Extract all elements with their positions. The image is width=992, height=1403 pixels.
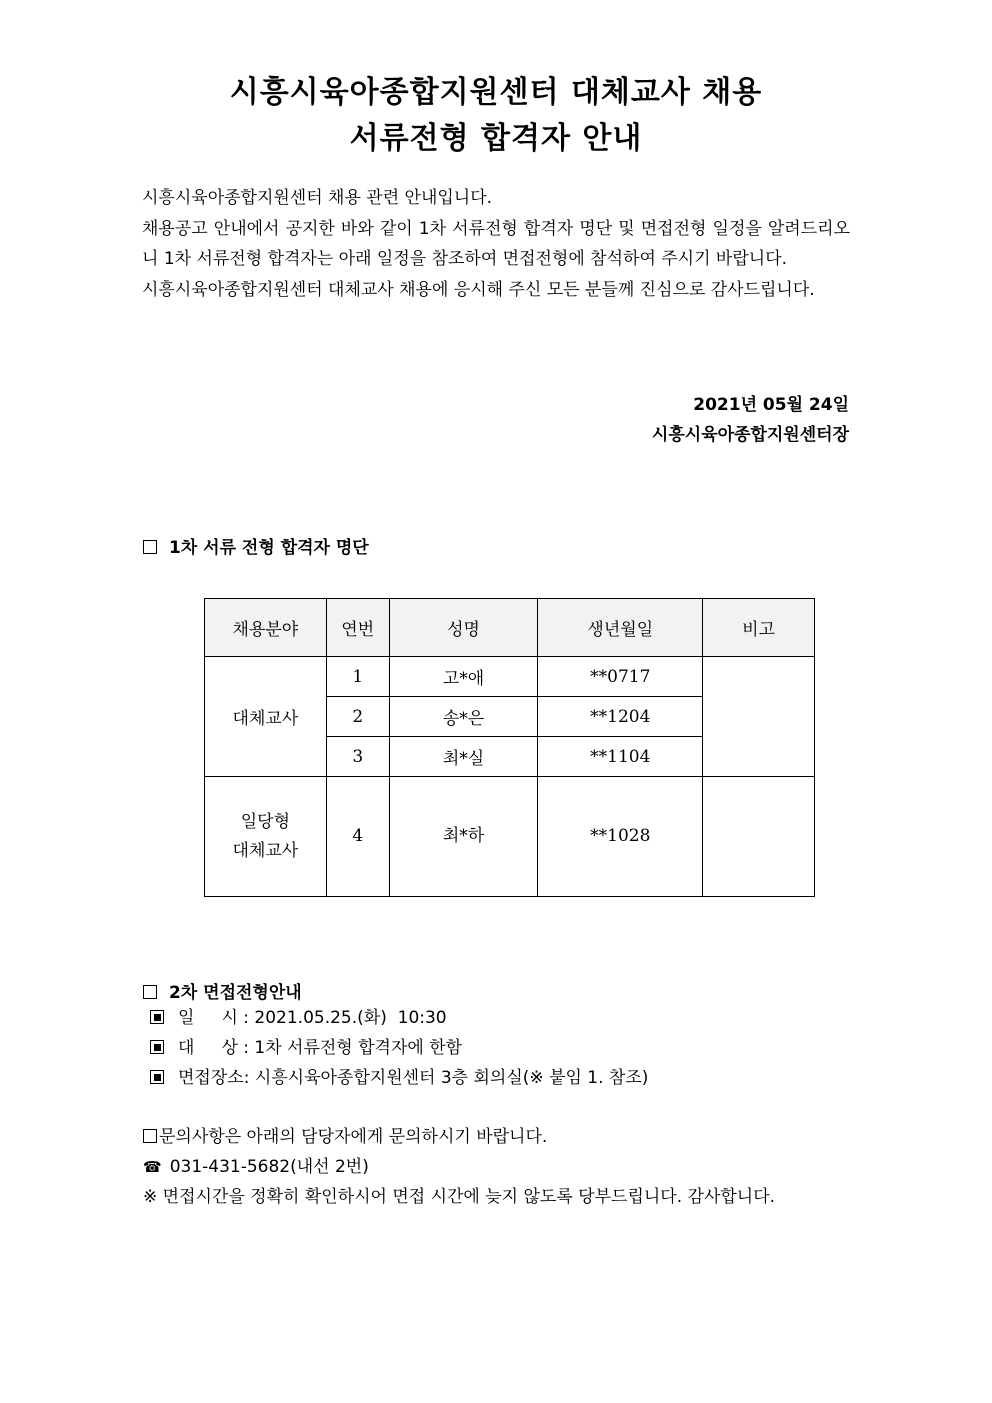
notice-date: 2021년 05월 24일 (693, 395, 849, 415)
no-cell: 4 (326, 777, 389, 897)
header-birth: 생년월일 (538, 599, 703, 657)
filled-square-bullet-icon (150, 1040, 164, 1054)
name-cell: 최*하 (389, 777, 538, 897)
name-cell: 최*실 (389, 737, 538, 777)
interview-details (150, 1003, 648, 1093)
interview-date: 일 시 : 2021.05.25.(화) 10:30 (178, 1008, 447, 1028)
checkbox-square-icon (143, 985, 157, 999)
note-cell (703, 777, 815, 897)
table-row (205, 777, 815, 897)
phone-line (143, 1152, 775, 1182)
table-row (205, 657, 815, 697)
intro-text (142, 183, 850, 305)
birth-cell: **1104 (538, 737, 703, 777)
filled-square-bullet-icon (150, 1070, 164, 1084)
section-title: 1차 서류 전형 합격자 명단 (169, 538, 369, 558)
interview-target-line (150, 1033, 648, 1063)
checkbox-square-icon (143, 1129, 157, 1143)
notice-line: ※ 면접시간을 정확히 확인하시어 면접 시간에 늦지 않도록 당부드립니다. 감사합니다. (143, 1187, 776, 1207)
note-cell (703, 657, 815, 777)
intro-paragraph-3: 시흥시육아종합지원센터 대체교사 채용에 응시해 주신 모든 분들께 진심으로 감사드립니다. (142, 279, 815, 300)
phone-icon: ☎ (143, 1158, 162, 1176)
intro-paragraph-2: 채용공고 안내에서 공지한 바와 같이 1차 서류전형 합격자 명단 및 면접전형 일정을 알려드리오니 1차 서류전형 합격자는 아래 일정을 참조하여 면접전형에 참석하여 주시기 바랍니다. (142, 218, 850, 269)
inquiry-line (143, 1122, 775, 1152)
interview-target: 대 상 : 1차 서류전형 합격자에 한함 (178, 1038, 463, 1058)
field-cell: 대체교사 (205, 657, 327, 777)
interview-place-line (150, 1063, 648, 1093)
name-cell: 송*은 (389, 697, 538, 737)
table-header-row (205, 599, 815, 657)
contact-info (143, 1122, 775, 1212)
document-title-line1: 시흥시육아종합지원센터 대체교사 채용 (229, 75, 763, 110)
document-title-line2: 서류전형 합격자 안내 (349, 121, 643, 156)
no-cell: 3 (326, 737, 389, 777)
header-no: 연번 (326, 599, 389, 657)
birth-cell: **1204 (538, 697, 703, 737)
header-field: 채용분야 (205, 599, 327, 657)
no-cell: 1 (326, 657, 389, 697)
interview-date-line (150, 1003, 648, 1033)
section-title: 2차 면접전형안내 (169, 983, 302, 1003)
section-heading-document-screening (143, 533, 369, 558)
field-cell (205, 777, 327, 897)
birth-cell: **1028 (538, 777, 703, 897)
phone-number: 031-431-5682(내선 2번) (169, 1157, 369, 1177)
inquiry-text: 문의사항은 아래의 담당자에게 문의하시기 바랍니다. (159, 1127, 548, 1147)
header-name: 성명 (389, 599, 538, 657)
checkbox-square-icon (143, 540, 157, 554)
no-cell: 2 (326, 697, 389, 737)
field-line-1: 일당형 (240, 811, 291, 832)
field-line-2: 대체교사 (232, 840, 299, 861)
intro-paragraph-1: 시흥시육아종합지원센터 채용 관련 안내입니다. (142, 188, 493, 208)
section-heading-interview (143, 978, 302, 1003)
passer-table (204, 598, 815, 897)
signer: 시흥시육아종합지원센터장 (651, 425, 849, 445)
filled-square-bullet-icon (150, 1010, 164, 1024)
name-cell: 고*애 (389, 657, 538, 697)
birth-cell: **0717 (538, 657, 703, 697)
header-note: 비고 (703, 599, 815, 657)
interview-place: 면접장소: 시흥시육아종합지원센터 3층 회의실(※ 붙임 1. 참조) (178, 1068, 649, 1088)
